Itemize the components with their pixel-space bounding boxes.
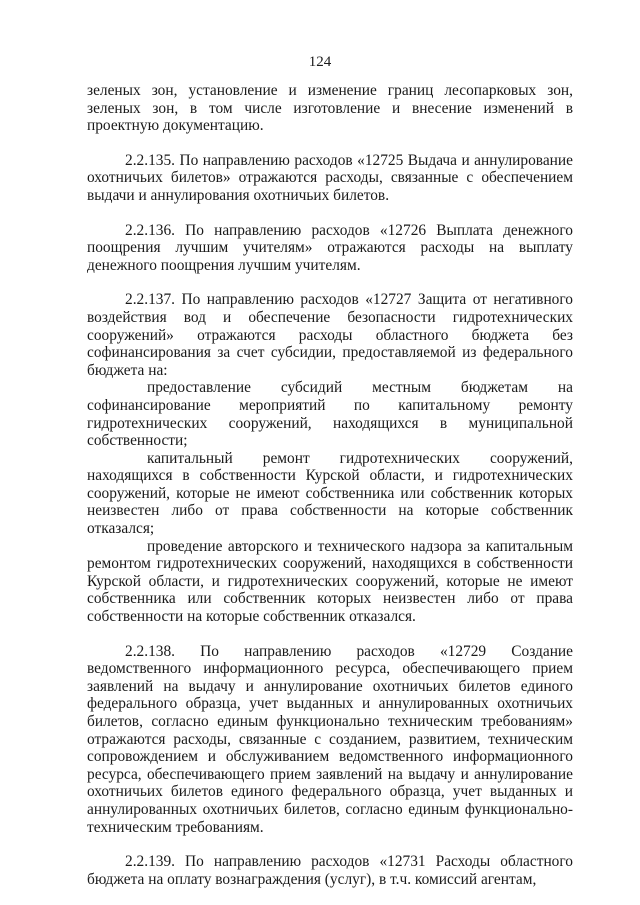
paragraph-gap — [87, 836, 573, 853]
paragraph: 2.2.135. По направлению расходов «12725 Выдача и аннулирование охотничьих билетов» отражаются расходы, связанные с обеспечением выдачи и аннулирования охотничьих билетов. — [87, 151, 573, 204]
paragraph: капитальный ремонт гидротехнических сооружений, находящихся в собственности Курской области, и гидротехнических сооружений, которые не имеют собственника или собственник которых неизвестен либо от права собственности на которые собственник отказался; — [87, 449, 573, 538]
paragraph: 2.2.137. По направлению расходов «12727 Защита от негативного воздействия вод и обеспечение безопасности гидротехнических сооружений» отражаются расходы областного бюджета без софинансирования за счет субсидии, предоставляемой из федерального бюджета на: — [87, 291, 573, 379]
paragraph-gap — [87, 274, 573, 291]
document-body — [87, 82, 573, 888]
paragraph-gap — [87, 626, 573, 643]
paragraph: зеленых зон, установление и изменение границ лесопарковых зон, зеленых зон, в том числе изготовление и внесение изменений в проектную документацию. — [87, 82, 573, 135]
paragraph: 2.2.138. По направлению расходов «12729 Создание ведомственного информационного ресурса, обеспечивающего прием заявлений на выдачу и аннулирование охотничьих билетов единого федерального образца, учет выданных и аннулированных охотничьих билетов, согласно единым функционально техническим требованиям» отражаются расходы, связанные с созданием, развитием, техническим сопровождением и обслуживанием ведомственного информационного ресурса, обеспечивающего прием заявлений на выдачу и аннулирование охотничьих билетов единого федерального образца, учет выданных и аннулированных охотничьих билетов, согласно единым функционально-техническим требованиям. — [87, 642, 573, 836]
page-number: 124 — [308, 54, 332, 70]
paragraph-gap — [87, 205, 573, 222]
paragraph: 2.2.139. По направлению расходов «12731 Расходы областного бюджета на оплату вознаграждения (услуг), в т.ч. комиссий агентам, — [87, 853, 573, 888]
paragraph: 2.2.136. По направлению расходов «12726 Выплата денежного поощрения лучшим учителям» отражаются расходы на выплату денежного поощрения лучшим учителям. — [87, 221, 573, 274]
paragraph-gap — [87, 135, 573, 152]
paragraph: проведение авторского и технического надзора за капитальным ремонтом гидротехнических сооружений, находящихся в собственности Курской области, и гидротехнических сооружений, которые не имеют собственника или собственник которых неизвестен либо от права собственности на которые собственник отказался. — [87, 537, 573, 626]
paragraph: предоставление субсидий местным бюджетам на софинансирование мероприятий по капитальному ремонту гидротехнических сооружений, находящихся в муниципальной собственности; — [87, 379, 573, 450]
